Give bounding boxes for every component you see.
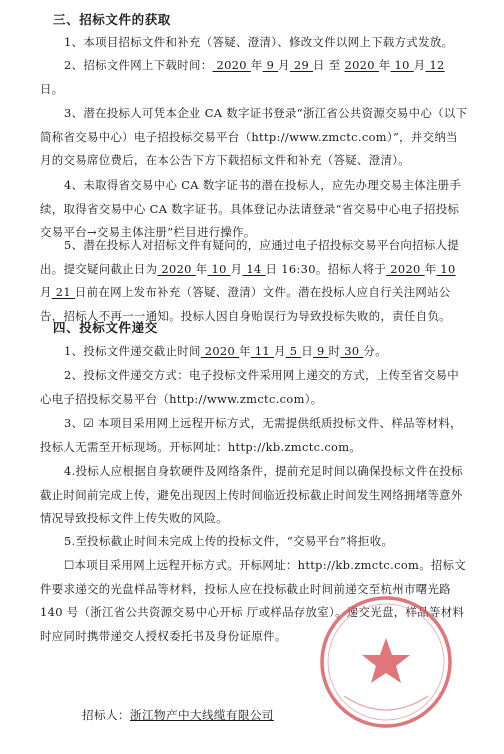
section3-item-2: 2、招标文件网上下载时间： 2020 年 9 月 29 日 至 2020 年 10 月 12 日。 (40, 58, 445, 96)
section-heading-submit: 四、投标文件递交 (53, 320, 158, 335)
section4-item-3: 3、☑ 本项目采用网上远程开标方式，无需提供纸质投标文件、样品等材料，投标人无需至开标现场。开标网址：http://kb.zmctc.com。 (40, 416, 462, 454)
section4-item-6: ☐本项目采用网上远程开标方式。开标网址：http://kb.zmctc.com。招标文件要求递交的光盘样品等材料，投标人应在投标截止时间前递交至杭州市曙光路 140 号（浙江省公共资源交易中心开标 厅或样品存放室）。递交光盘，样品等材料时应同时携带递交人授权委托书及身份证原件。 (40, 558, 467, 643)
section3-item-1: 1、本项目招标文件和补充（答疑、澄清）、修改文件以网上下载方式发放。 (64, 35, 454, 49)
section4-item-5: 5.至投标截止时间未完成上传的投标文件，“交易平台”将拒收。 (64, 534, 394, 548)
signer-organization: 浙江物产中大线缆有限公司 (129, 708, 274, 722)
section3-item-3: 3、潜在投标人可凭本企业 CA 数字证书登录“浙江省公共资源交易中心（以下简称省交易中心）电子招投标交易平台（http://www.zmctc.com）”，并交纳当月的交易席位费后，在本公告下方下载招标文件和补充（答疑、澄清）。 (40, 106, 468, 167)
section4-item-2: 2、投标文件递交方式：电子投标文件采用网上递交的方式，上传至省交易中心电子招投标交易平台（http://www.zmctc.com）。 (40, 368, 460, 406)
section-heading-acquire: 三、招标文件的获取 (53, 12, 171, 27)
section4-item-4: 4.投标人应根据自身软硬件及网络条件，提前充足时间以确保投标文件在投标截止时间前完成上传，避免出现因上传时间临近投标截止时间发生网络拥堵等意外情况导致投标文件上传失败的风险。 (40, 464, 464, 525)
signer-line: 招标人：浙江物产中大线缆有限公司 (82, 708, 274, 722)
section3-item-5: 5、潜在投标人对招标文件有疑问的，应通过电子招投标交易平台向招标人提出。提交疑问截止日为 2020 年 10 月 14 日 16:30。招标人将于 2020 年 10 月 21 日前在网上发布补充（答疑、澄清）文件。潜在投标人应自行关注网站公告，招标人不再一一通知。投标人因自身贻误行为导致投标失败的，责任自负。 (40, 238, 460, 323)
section4-item-1: 1、投标文件递交截止时间 2020 年 11 月 5 日 9 时 30 分。 (64, 344, 387, 358)
seal-star-icon (362, 638, 410, 683)
company-seal-stamp (316, 592, 456, 732)
section3-item-4: 4、未取得省交易中心 CA 数字证书的潜在投标人，应先办理交易主体注册手续，取得省交易中心 CA 数字证书。具体登记办法请登录“省交易中心电子招投标交易平台→交易主体注册”栏目进行操作。 (40, 178, 462, 239)
